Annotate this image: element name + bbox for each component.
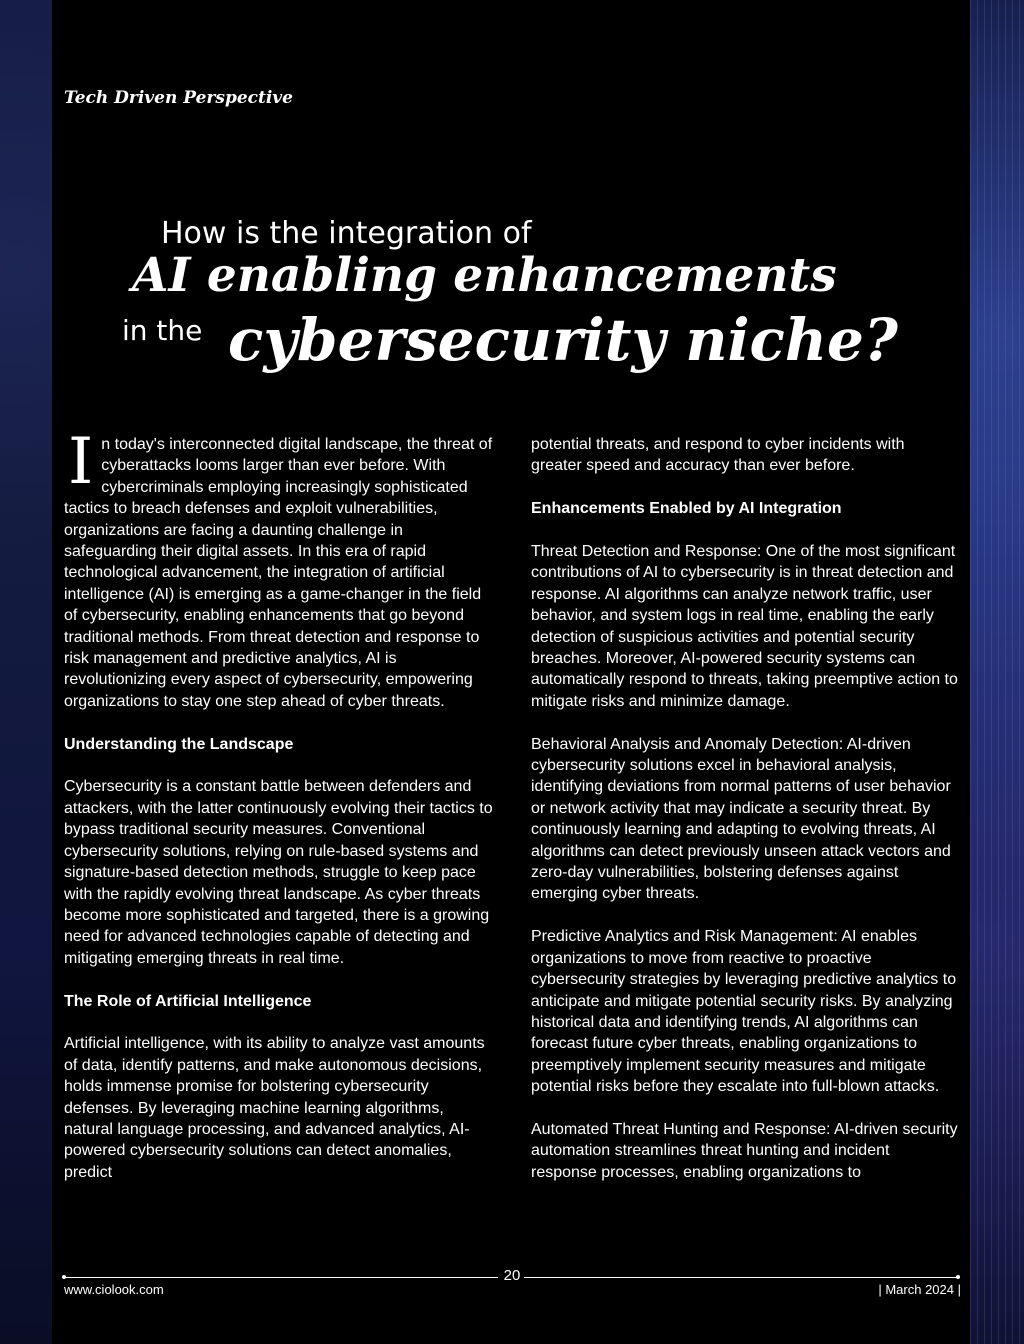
paragraph-predictive-analytics: Predictive Analytics and Risk Management: AI enables organizations to move from reactive to proactive cybersecurity strategies by leveraging predictive analytics to anticipate and mitigate potential security risks. By analyzing historical data and identifying trends, AI algorithms can forecast future cyber threats, enabling organizations to preemptively implement security measures and mitigate potential risks before they escalate into full-blown attacks.	[531, 928, 957, 1096]
heading-enhancements: Enhancements Enabled by AI Integration	[531, 500, 842, 518]
paragraph-behavioral-analysis: Behavioral Analysis and Anomaly Detection: AI-driven cybersecurity solutions excel in behavioral analysis, identifying deviations from normal patterns of user behavior or network activity that may indicate a security threat. By continuously learning and adapting to evolving threats, AI algorithms can detect previously unseen attack vectors and zero-day vulnerabilities, bolstering defenses against emerging cyber threats.	[531, 735, 951, 903]
paragraph-automated-hunting: Automated Threat Hunting and Response: AI-driven security automation streamlines threat hunting and incident response processes, enabling organizations to	[531, 1120, 958, 1181]
background-right-band	[970, 0, 1024, 1344]
footer-rule-right	[524, 1277, 958, 1278]
heading-understanding-landscape: Understanding the Landscape	[64, 735, 294, 753]
paragraph-continued: potential threats, and respond to cyber incidents with greater speed and accuracy than ever before.	[531, 436, 905, 475]
intro-paragraph	[64, 425, 494, 712]
headline-line-3-main: cybersecurity niche?	[228, 306, 898, 374]
footer-rule-left	[64, 1277, 498, 1278]
page-number: 20	[503, 1267, 521, 1284]
intro-text: n today's interconnected digital landscape, the threat of cyberattacks looms larger than ever before. With cybercriminals employing increasingly sophisticated tactics to breach defenses and exploit vulnerabilities, organizations are facing a daunting challenge in safeguarding their digital assets. In this era of rapid technological advancement, the integration of artificial intelligence (AI) is emerging as a game-changer in the field of cybersecurity, enabling enhancements that go beyond traditional methods. From threat detection and response to risk management and predictive analytics, AI is revolutionizing every aspect of cybersecurity, empowering organizations to stay one step ahead of cyber threats.	[64, 436, 493, 710]
footer-website-link[interactable]: www.ciolook.com	[64, 1282, 164, 1297]
footer-issue-date: | March 2024 |	[878, 1282, 961, 1297]
paragraph-role-of-ai: Artificial intelligence, with its ability to analyze vast amounts of data, identify patterns, and make autonomous decisions, holds immense promise for bolstering cybersecurity defenses. By leveraging machine learning algorithms, natural language processing, and advanced analytics, AI-powered cybersecurity solutions can detect anomalies, predict	[64, 1035, 485, 1181]
article-right-column	[531, 434, 959, 1205]
headline-line-1: How is the integration of	[161, 216, 532, 251]
article-left-column	[64, 425, 494, 1205]
drop-cap: I	[68, 425, 94, 499]
paragraph-threat-detection: Threat Detection and Response: One of the most significant contributions of AI to cybersecurity is in threat detection and response. AI algorithms can analyze network traffic, user behavior, and system logs in real time, enabling the early detection of suspicious activities and potential security breaches. Moreover, AI-powered security systems can automatically respond to threats, taking preemptive action to mitigate risks and minimize damage.	[531, 543, 958, 710]
footer-dot-left	[62, 1275, 66, 1279]
headline-line-3-prefix: in the	[122, 314, 203, 347]
paragraph-landscape: Cybersecurity is a constant battle between defenders and attackers, with the latter continuously evolving their tactics to bypass traditional security measures. Conventional cybersecurity solutions, relying on rule-based systems and signature-based detection methods, struggle to keep pace with the rapidly evolving threat landscape. As cyber threats become more sophisticated and targeted, there is a growing need for advanced technologies capable of detecting and mitigating emerging threats in real time.	[64, 778, 493, 967]
headline-line-2: AI enabling enhancements	[132, 248, 837, 303]
background-left-band	[0, 0, 52, 1344]
heading-role-of-ai: The Role of Artificial Intelligence	[64, 992, 312, 1010]
section-label: Tech Driven Perspective	[64, 88, 294, 108]
footer-dot-right	[956, 1275, 960, 1279]
